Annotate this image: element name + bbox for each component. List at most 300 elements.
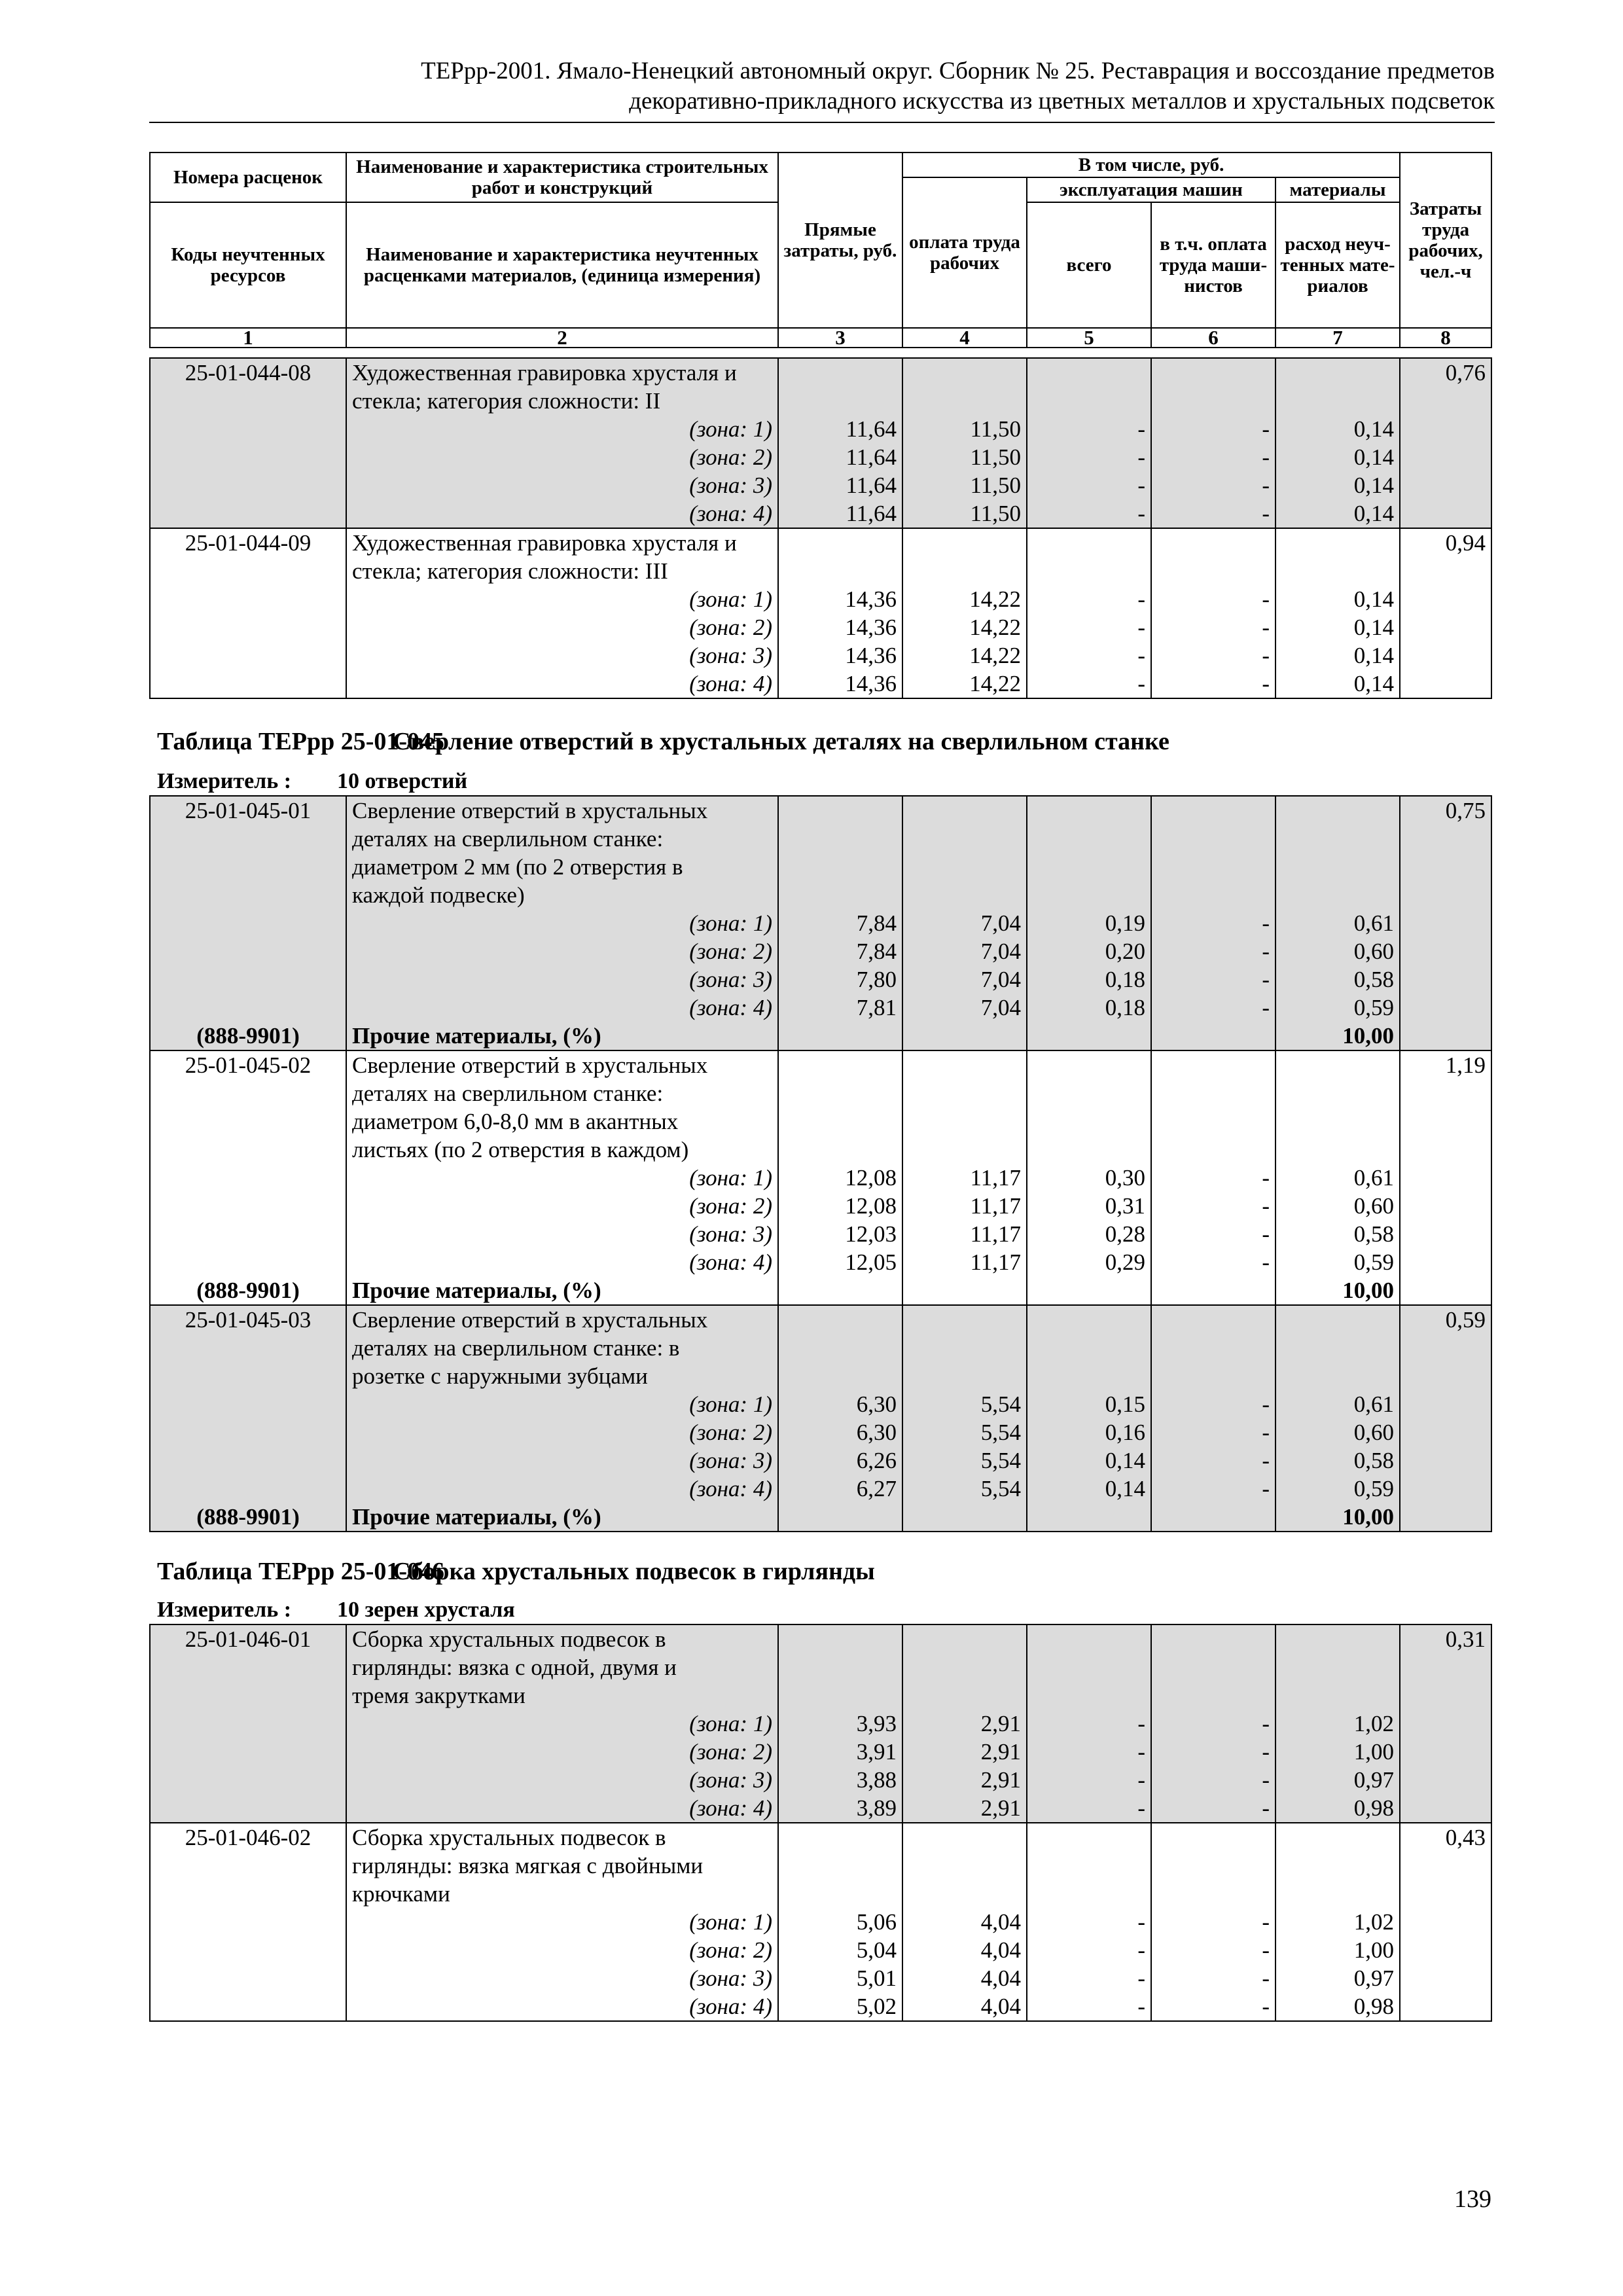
spacer [908, 825, 1021, 853]
rate-description [346, 358, 778, 528]
column-number: 8 [1400, 328, 1491, 348]
header-rule [149, 122, 1495, 123]
value-mpay [1151, 1305, 1275, 1532]
spacer [1281, 797, 1394, 825]
labor-costs: 1,19 [1400, 1050, 1491, 1305]
zone-value: - [1262, 995, 1270, 1020]
material-name: Прочие материалы, (%) [352, 1023, 601, 1049]
value-mpay [1151, 528, 1275, 698]
zone-value: - [1262, 1193, 1270, 1219]
spacer [1157, 825, 1270, 853]
table-046-title [157, 1556, 875, 1587]
column-number: 2 [346, 328, 778, 348]
table-045-name: Сверление отверстий в хрустальных деталях на сверлильном станке [393, 728, 1169, 755]
description-line: крючками [352, 1881, 450, 1907]
zone-value: 11,64 [846, 416, 897, 442]
zone-value: - [1262, 1221, 1270, 1247]
description-line: тремя закрутками [352, 1683, 526, 1708]
spacer [908, 853, 1021, 881]
zone-value: 14,22 [969, 586, 1021, 612]
rates-table-044 [149, 357, 1492, 699]
spacer [1157, 853, 1270, 881]
zone-value: 0,14 [1353, 615, 1394, 640]
spacer [784, 1823, 897, 1852]
zone-value: - [1262, 1391, 1270, 1417]
spacer [1157, 881, 1270, 909]
spacer [1281, 529, 1394, 557]
header-work-name: Наименование и характеристика строительных работ и конструкций [346, 152, 778, 202]
labor-costs: 0,94 [1400, 528, 1491, 698]
zone-label: (зона: 2) [689, 1937, 772, 1963]
zone-value: - [1262, 416, 1270, 442]
zone-value: 0,60 [1353, 1193, 1394, 1219]
zone-value: - [1137, 1739, 1145, 1765]
table-046-meter [157, 1597, 515, 1623]
spacer [1157, 1880, 1270, 1908]
spacer [908, 881, 1021, 909]
description-line: гирлянды: вязка с одной, двумя и [352, 1655, 677, 1680]
spacer [1281, 1823, 1394, 1852]
zone-value: - [1137, 671, 1145, 696]
zone-value: 0,14 [1353, 586, 1394, 612]
zone-value: - [1137, 1965, 1145, 1991]
table-045-meter [157, 768, 467, 795]
column-number: 3 [778, 328, 902, 348]
table-045-title [157, 726, 1169, 757]
zone-value: - [1262, 939, 1270, 964]
zone-value: - [1262, 615, 1270, 640]
spacer [784, 881, 897, 909]
zone-value: 5,02 [856, 1994, 897, 2019]
zone-value: 0,28 [1105, 1221, 1145, 1247]
zone-label: (зона: 1) [689, 1711, 772, 1736]
spacer [784, 1852, 897, 1880]
value-direct [778, 1624, 902, 1823]
spacer [1033, 387, 1145, 415]
zone-label: (зона: 1) [689, 1391, 772, 1417]
description-line: Сверление отверстий в хрустальных [352, 798, 708, 823]
zone-value: 1,00 [1353, 1937, 1394, 1963]
spacer [1281, 1136, 1394, 1164]
rate-description [346, 1050, 778, 1305]
zone-value: - [1137, 643, 1145, 668]
zone-label: (зона: 4) [689, 1795, 772, 1821]
zone-value: 6,27 [856, 1476, 897, 1501]
description-line: диаметром 2 мм (по 2 отверстия в [352, 854, 683, 880]
rate-description [346, 1624, 778, 1823]
rate-code: 25-01-046-01 [150, 1624, 346, 1823]
spacer [784, 1334, 897, 1362]
spacer [1033, 1681, 1145, 1710]
column-number: 5 [1027, 328, 1151, 348]
header-material-name: Наименование и характеристика неучтенных расценками материалов, (единица измерения) [346, 202, 778, 328]
spacer [784, 557, 897, 585]
zone-label: (зона: 3) [689, 1448, 772, 1473]
zone-value: - [1262, 1909, 1270, 1935]
zone-value: - [1262, 1165, 1270, 1191]
material-name: Прочие материалы, (%) [352, 1504, 601, 1530]
zone-value: - [1262, 1420, 1270, 1445]
zone-value: 11,50 [970, 501, 1021, 526]
zone-value: - [1262, 1965, 1270, 1991]
description-line: листьях (по 2 отверстия в каждом) [352, 1137, 689, 1162]
spacer [1033, 1362, 1145, 1390]
zone-label: (зона: 4) [689, 1994, 772, 2019]
rates-table-046 [149, 1624, 1492, 2022]
labor-costs: 0,31 [1400, 1624, 1491, 1823]
zone-value: 11,17 [970, 1165, 1021, 1191]
rate-code-text: 25-01-045-02 [185, 1052, 312, 1078]
zone-value: - [1262, 1711, 1270, 1736]
zone-value: 4,04 [980, 1994, 1021, 2019]
value-pay [902, 1305, 1027, 1532]
zone-value: 2,91 [980, 1711, 1021, 1736]
spacer [1033, 797, 1145, 825]
zone-value: - [1262, 1739, 1270, 1765]
value-mpay [1151, 796, 1275, 1050]
spacer [784, 1880, 897, 1908]
description-line: Сверление отверстий в хрустальных [352, 1307, 708, 1333]
description-line: стекла; категория сложности: III [352, 558, 668, 584]
zone-value: 4,04 [980, 1909, 1021, 1935]
spacer [784, 1107, 897, 1136]
value-mat [1275, 1050, 1400, 1305]
spacer [784, 529, 897, 557]
zone-value: 11,64 [846, 444, 897, 470]
spacer [1157, 1306, 1270, 1334]
spacer [1033, 1852, 1145, 1880]
material-value: 10,00 [1342, 1278, 1394, 1303]
description-line: гирлянды: вязка мягкая с двойными [352, 1853, 704, 1878]
value-mach [1027, 1305, 1151, 1532]
zone-value: 0,19 [1105, 910, 1145, 936]
zone-value: - [1137, 1937, 1145, 1963]
zone-value: 0,14 [1105, 1476, 1145, 1501]
spacer [908, 1107, 1021, 1136]
zone-label: (зона: 2) [689, 444, 772, 470]
spacer [908, 359, 1021, 387]
zone-value: 11,17 [970, 1221, 1021, 1247]
zone-value: 0,14 [1353, 643, 1394, 668]
spacer [1033, 1823, 1145, 1852]
spacer [1281, 1681, 1394, 1710]
zone-value: 14,22 [969, 615, 1021, 640]
material-code: (888-9901) [196, 1504, 300, 1530]
description-line: Сборка хрустальных подвесок в [352, 1626, 666, 1652]
zone-label: (зона: 3) [689, 1767, 772, 1793]
spacer [1157, 797, 1270, 825]
zone-value: 0,14 [1353, 444, 1394, 470]
header-resource-codes: Коды неучтенных ресурсов [150, 202, 346, 328]
header-line-2: декоративно-прикладного искусства из цветных металлов и хрустальных подсветок [629, 88, 1495, 115]
zone-value: 14,36 [845, 643, 897, 668]
material-code: (888-9901) [196, 1278, 300, 1303]
zone-value: 3,93 [856, 1711, 897, 1736]
zone-value: 0,97 [1353, 1767, 1394, 1793]
value-mach [1027, 358, 1151, 528]
spacer [784, 1681, 897, 1710]
zone-value: 5,01 [856, 1965, 897, 1991]
zone-value: 7,80 [856, 967, 897, 992]
spacer [1281, 881, 1394, 909]
spacer [1157, 1653, 1270, 1681]
value-mpay [1151, 1823, 1275, 2021]
spacer [784, 387, 897, 415]
rate-row [150, 1305, 1491, 1532]
spacer [1281, 1334, 1394, 1362]
spacer [1281, 557, 1394, 585]
zone-label: (зона: 2) [689, 939, 772, 964]
spacer [908, 1079, 1021, 1107]
rate-description [346, 796, 778, 1050]
zone-value: 0,59 [1353, 995, 1394, 1020]
spacer [908, 387, 1021, 415]
spacer [1033, 557, 1145, 585]
meter-label: Измеритель : [157, 1598, 292, 1622]
value-direct [778, 1305, 902, 1532]
spacer [1157, 1051, 1270, 1079]
zone-value: 0,98 [1353, 1994, 1394, 2019]
spacer [908, 1136, 1021, 1164]
description-line: розетке с наружными зубцами [352, 1363, 648, 1389]
description-line: деталях на сверлильном станке: в [352, 1335, 680, 1361]
zone-label: (зона: 4) [689, 501, 772, 526]
zone-value: 2,91 [980, 1767, 1021, 1793]
zone-value: 5,06 [856, 1909, 897, 1935]
rate-row [150, 358, 1491, 528]
labor-costs: 0,59 [1400, 1305, 1491, 1532]
zone-value: 0,14 [1353, 501, 1394, 526]
zone-value: 0,20 [1105, 939, 1145, 964]
zone-value: 14,36 [845, 671, 897, 696]
spacer [1157, 1079, 1270, 1107]
zone-value: 5,54 [980, 1391, 1021, 1417]
rate-code [150, 1050, 346, 1305]
zone-label: (зона: 4) [689, 1249, 772, 1275]
zone-value: - [1262, 1767, 1270, 1793]
rate-description [346, 1823, 778, 2021]
zone-value: 4,04 [980, 1937, 1021, 1963]
zone-value: 0,61 [1353, 1165, 1394, 1191]
zone-value: 1,02 [1353, 1711, 1394, 1736]
spacer [1281, 387, 1394, 415]
spacer [784, 1079, 897, 1107]
zone-label: (зона: 4) [689, 1476, 772, 1501]
rate-description [346, 1305, 778, 1532]
zone-value: 7,84 [856, 939, 897, 964]
spacer [784, 1362, 897, 1390]
zone-value: 11,64 [846, 473, 897, 498]
spacer [1033, 359, 1145, 387]
value-mat [1275, 796, 1400, 1050]
rates-table-045 [149, 795, 1492, 1532]
zone-value: 0,58 [1353, 967, 1394, 992]
value-direct [778, 528, 902, 698]
zone-value: 11,50 [970, 473, 1021, 498]
spacer [1157, 387, 1270, 415]
header-including: В том числе, руб. [902, 152, 1400, 177]
material-code: (888-9901) [196, 1023, 300, 1049]
zone-value: - [1137, 444, 1145, 470]
zone-value: 12,08 [845, 1165, 897, 1191]
zone-label: (зона: 1) [689, 586, 772, 612]
zone-value: 0,60 [1353, 939, 1394, 964]
header-materials-unaccounted: расход неуч-тенных мате-риалов [1275, 202, 1400, 328]
zone-value: 1,00 [1353, 1739, 1394, 1765]
spacer [1281, 1362, 1394, 1390]
spacer [1157, 1107, 1270, 1136]
spacer [1157, 1852, 1270, 1880]
zone-value: 0,60 [1353, 1420, 1394, 1445]
zone-value: 11,17 [970, 1249, 1021, 1275]
description-line: деталях на сверлильном станке: [352, 826, 664, 852]
spacer [1033, 853, 1145, 881]
zone-value: 6,26 [856, 1448, 897, 1473]
spacer [1281, 1107, 1394, 1136]
column-number: 7 [1275, 328, 1400, 348]
spacer [784, 797, 897, 825]
zone-value: 7,84 [856, 910, 897, 936]
zone-value: 5,54 [980, 1448, 1021, 1473]
description-line: каждой подвеске) [352, 882, 525, 908]
value-mpay [1151, 358, 1275, 528]
value-pay [902, 1050, 1027, 1305]
spacer [1033, 1051, 1145, 1079]
value-mat [1275, 1305, 1400, 1532]
column-number: 1 [150, 328, 346, 348]
spacer [784, 853, 897, 881]
description-line: стекла; категория сложности: II [352, 388, 661, 414]
value-pay [902, 358, 1027, 528]
spacer [1157, 1681, 1270, 1710]
value-direct [778, 796, 902, 1050]
rate-row [150, 796, 1491, 1050]
table-046-name: Сборка хрустальных подвесок в гирлянды [393, 1558, 875, 1585]
spacer [1281, 1306, 1394, 1334]
zone-value: 3,89 [856, 1795, 897, 1821]
zone-value: - [1262, 1448, 1270, 1473]
zone-label: (зона: 3) [689, 1965, 772, 1991]
zone-label: (зона: 3) [689, 1221, 772, 1247]
zone-label: (зона: 2) [689, 1739, 772, 1765]
rate-code: 25-01-046-02 [150, 1823, 346, 2021]
zone-value: 0,59 [1353, 1249, 1394, 1275]
zone-value: 0,61 [1353, 1391, 1394, 1417]
zone-value: - [1262, 1937, 1270, 1963]
zone-value: 0,61 [1353, 910, 1394, 936]
value-mpay [1151, 1624, 1275, 1823]
rate-code: 25-01-044-08 [150, 358, 346, 528]
spacer [908, 797, 1021, 825]
zone-value: 12,08 [845, 1193, 897, 1219]
page-header [149, 56, 1495, 117]
zone-value: 4,04 [980, 1965, 1021, 1991]
rate-code-text: 25-01-045-03 [185, 1307, 312, 1333]
spacer [1281, 359, 1394, 387]
zone-value: - [1137, 586, 1145, 612]
zone-value: 7,04 [980, 939, 1021, 964]
rate-row [150, 1624, 1491, 1823]
zone-value: 0,14 [1353, 473, 1394, 498]
description-line: деталях на сверлильном станке: [352, 1081, 664, 1106]
zone-value: - [1262, 967, 1270, 992]
spacer [1033, 1306, 1145, 1334]
column-number: 4 [902, 328, 1027, 348]
zone-value: 0,18 [1105, 967, 1145, 992]
zone-label: (зона: 1) [689, 416, 772, 442]
description-line: Художественная гравировка хрусталя и [352, 530, 737, 556]
zone-value: 1,02 [1353, 1909, 1394, 1935]
spacer [1033, 1079, 1145, 1107]
column-number: 6 [1151, 328, 1275, 348]
labor-costs: 0,76 [1400, 358, 1491, 528]
rate-code [150, 1305, 346, 1532]
zone-value: 11,64 [846, 501, 897, 526]
value-mat [1275, 358, 1400, 528]
spacer [908, 1823, 1021, 1852]
zone-value: 0,58 [1353, 1448, 1394, 1473]
spacer [1157, 1136, 1270, 1164]
spacer [908, 1625, 1021, 1653]
spacer [1157, 529, 1270, 557]
spacer [784, 825, 897, 853]
value-mat [1275, 1624, 1400, 1823]
zone-value: - [1137, 1795, 1145, 1821]
zone-value: 3,91 [856, 1739, 897, 1765]
zone-value: 6,30 [856, 1391, 897, 1417]
table-046-number: Таблица ТЕРрр 25-01-046 [157, 1558, 445, 1585]
spacer [784, 1625, 897, 1653]
zone-value: 0,97 [1353, 1965, 1394, 1991]
zone-value: - [1262, 643, 1270, 668]
spacer [1033, 1136, 1145, 1164]
spacer [1033, 1880, 1145, 1908]
meter-value: 10 отверстий [337, 769, 468, 793]
value-pay [902, 1624, 1027, 1823]
zone-value: 7,04 [980, 910, 1021, 936]
zone-value: - [1262, 586, 1270, 612]
zone-value: 11,50 [970, 416, 1021, 442]
value-mach [1027, 1823, 1151, 2021]
header-rate-numbers: Номера расценок [150, 152, 346, 202]
zone-label: (зона: 4) [689, 671, 772, 696]
zone-value: 0,14 [1353, 671, 1394, 696]
header-direct-costs: Прямые затраты, руб. [778, 152, 902, 328]
zone-value: 7,04 [980, 967, 1021, 992]
spacer [1033, 881, 1145, 909]
spacer [1281, 853, 1394, 881]
zone-value: 14,36 [845, 615, 897, 640]
zone-value: 5,04 [856, 1937, 897, 1963]
zone-value: 6,30 [856, 1420, 897, 1445]
zone-value: 14,22 [969, 643, 1021, 668]
zone-value: - [1262, 444, 1270, 470]
zone-value: 11,50 [970, 444, 1021, 470]
zone-label: (зона: 1) [689, 1909, 772, 1935]
spacer [1281, 1051, 1394, 1079]
rate-row [150, 528, 1491, 698]
zone-value: 14,22 [969, 671, 1021, 696]
zone-value: 7,04 [980, 995, 1021, 1020]
spacer [1157, 1823, 1270, 1852]
value-direct [778, 358, 902, 528]
zone-value: 12,05 [845, 1249, 897, 1275]
spacer [908, 1306, 1021, 1334]
zone-label: (зона: 3) [689, 967, 772, 992]
description-line: Сборка хрустальных подвесок в [352, 1825, 666, 1850]
value-mach [1027, 796, 1151, 1050]
description-line: Художественная гравировка хрусталя и [352, 360, 737, 386]
